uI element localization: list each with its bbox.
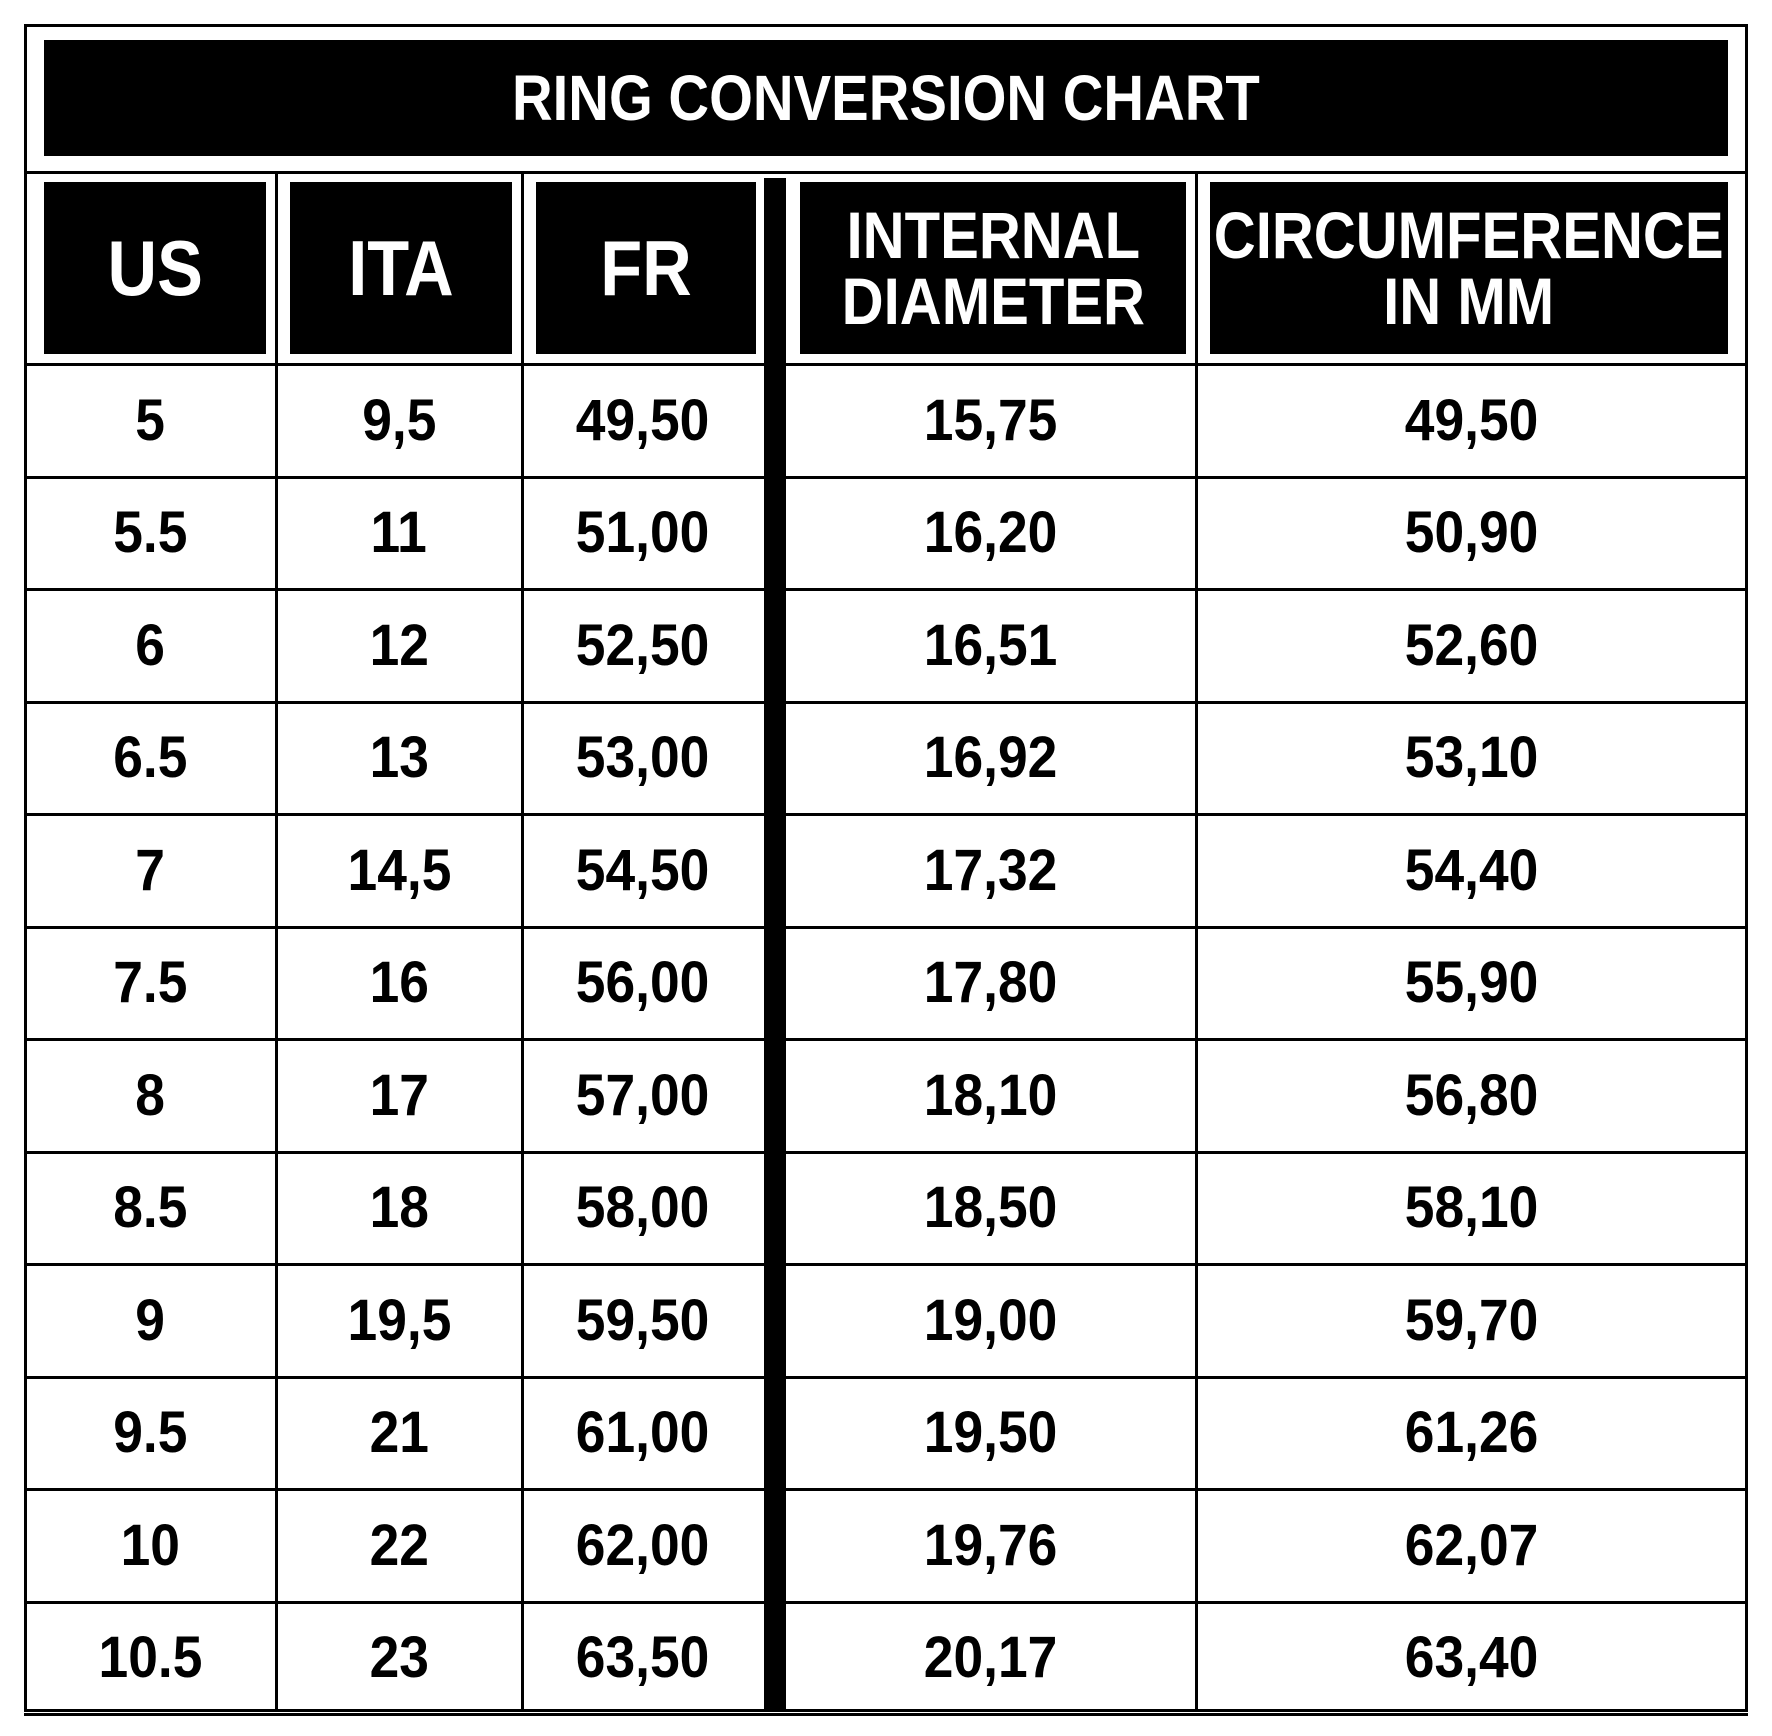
cell-value: 16,92 <box>924 725 1058 791</box>
table-cell <box>24 815 276 926</box>
column-header-2 <box>536 182 756 354</box>
table-cell <box>1196 365 1748 476</box>
table-cell <box>522 1378 764 1489</box>
table-cell <box>276 703 522 814</box>
table-cell <box>786 478 1196 589</box>
cell-value: 23 <box>369 1625 429 1691</box>
table-cell <box>24 928 276 1039</box>
table-cell <box>522 478 764 589</box>
table-cell <box>24 1040 276 1151</box>
cell-value: 54,50 <box>576 837 710 903</box>
table-cell <box>276 1265 522 1376</box>
cell-value: 18,50 <box>924 1175 1058 1241</box>
cell-value: 55,90 <box>1405 950 1539 1016</box>
table-cell <box>1196 1265 1748 1376</box>
cell-value: 19,50 <box>924 1400 1058 1466</box>
cell-value: 17,32 <box>924 837 1058 903</box>
row-divider <box>24 171 1748 174</box>
cell-value: 9,5 <box>361 387 437 453</box>
cell-value: 5.5 <box>112 500 188 566</box>
cell-value: 49,50 <box>1405 387 1539 453</box>
table-cell <box>786 1265 1196 1376</box>
table-cell <box>522 590 764 701</box>
table-cell <box>1196 703 1748 814</box>
cell-value: 62,00 <box>576 1512 710 1578</box>
table-cell <box>522 928 764 1039</box>
cell-value: 57,00 <box>576 1062 710 1128</box>
table-cell <box>786 1378 1196 1489</box>
table-cell <box>1196 1603 1748 1714</box>
cell-value: 17 <box>369 1062 429 1128</box>
table-cell <box>276 365 522 476</box>
cell-value: 49,50 <box>576 387 710 453</box>
cell-value: 53,10 <box>1405 725 1539 791</box>
cell-value: 7.5 <box>112 950 188 1016</box>
cell-value: 62,07 <box>1405 1512 1539 1578</box>
table-cell <box>522 365 764 476</box>
cell-value: 16,20 <box>924 500 1058 566</box>
table-cell <box>276 478 522 589</box>
row-divider <box>24 1713 1748 1716</box>
column-header-label: INTERNAL DIAMETER <box>841 198 1145 338</box>
cell-value: 22 <box>369 1512 429 1578</box>
table-cell <box>1196 590 1748 701</box>
column-header-1 <box>290 182 512 354</box>
table-cell <box>522 1040 764 1151</box>
cell-value: 54,40 <box>1405 837 1539 903</box>
chart-title: RING CONVERSION CHART <box>512 62 1260 134</box>
cell-value: 13 <box>369 725 429 791</box>
cell-value: 18 <box>369 1175 429 1241</box>
cell-value: 12 <box>369 612 429 678</box>
table-cell <box>24 1603 276 1714</box>
table-cell <box>1196 815 1748 926</box>
table-cell <box>276 1153 522 1264</box>
cell-value: 18,10 <box>924 1062 1058 1128</box>
cell-value: 20,17 <box>924 1625 1058 1691</box>
cell-value: 51,00 <box>576 500 710 566</box>
cell-value: 16 <box>369 950 429 1016</box>
cell-value: 8 <box>135 1062 165 1128</box>
table-cell <box>276 928 522 1039</box>
cell-value: 6.5 <box>112 725 188 791</box>
table-cell <box>522 1490 764 1601</box>
table-cell <box>786 365 1196 476</box>
table-cell <box>24 1153 276 1264</box>
cell-value: 59,70 <box>1405 1287 1539 1353</box>
table-cell <box>1196 478 1748 589</box>
table-cell <box>24 1490 276 1601</box>
cell-value: 19,5 <box>347 1287 451 1353</box>
cell-value: 10.5 <box>98 1625 202 1691</box>
cell-value: 63,50 <box>576 1625 710 1691</box>
table-cell <box>276 815 522 926</box>
table-cell <box>1196 1378 1748 1489</box>
table-cell <box>24 478 276 589</box>
cell-value: 7 <box>135 837 165 903</box>
table-cell <box>522 815 764 926</box>
table-cell <box>786 1040 1196 1151</box>
cell-value: 63,40 <box>1405 1625 1539 1691</box>
table-cell <box>24 703 276 814</box>
table-cell <box>786 1490 1196 1601</box>
cell-value: 9 <box>135 1287 165 1353</box>
column-header-0 <box>44 182 266 354</box>
cell-value: 19,76 <box>924 1512 1058 1578</box>
cell-value: 56,00 <box>576 950 710 1016</box>
cell-value: 16,51 <box>924 612 1058 678</box>
cell-value: 15,75 <box>924 387 1058 453</box>
column-header-label: US <box>107 224 203 312</box>
cell-value: 10 <box>120 1512 180 1578</box>
cell-value: 11 <box>370 500 428 566</box>
table-cell <box>276 1040 522 1151</box>
table-cell <box>24 590 276 701</box>
cell-value: 59,50 <box>576 1287 710 1353</box>
cell-value: 56,80 <box>1405 1062 1539 1128</box>
thick-column-divider <box>764 178 786 1712</box>
table-cell <box>1196 1040 1748 1151</box>
table-cell <box>24 1378 276 1489</box>
table-cell <box>276 1490 522 1601</box>
table-cell <box>276 590 522 701</box>
table-cell <box>276 1378 522 1489</box>
cell-value: 8.5 <box>112 1175 188 1241</box>
cell-value: 14,5 <box>347 837 451 903</box>
table-cell <box>522 1603 764 1714</box>
cell-value: 52,60 <box>1405 612 1539 678</box>
table-cell <box>786 1603 1196 1714</box>
column-header-3 <box>800 182 1186 354</box>
table-cell <box>786 590 1196 701</box>
table-cell <box>786 928 1196 1039</box>
table-cell <box>1196 1153 1748 1264</box>
table-cell <box>24 1265 276 1376</box>
table-cell <box>276 1603 522 1714</box>
table-cell <box>1196 1490 1748 1601</box>
cell-value: 58,00 <box>576 1175 710 1241</box>
chart-title-bar <box>44 40 1728 156</box>
cell-value: 61,00 <box>576 1400 710 1466</box>
cell-value: 5 <box>135 387 165 453</box>
table-cell <box>1196 928 1748 1039</box>
cell-value: 19,00 <box>924 1287 1058 1353</box>
table-cell <box>522 1153 764 1264</box>
cell-value: 58,10 <box>1405 1175 1539 1241</box>
table-cell <box>522 703 764 814</box>
column-header-label: ITA <box>348 224 454 312</box>
cell-value: 17,80 <box>924 950 1058 1016</box>
cell-value: 61,26 <box>1405 1400 1539 1466</box>
column-header-label: FR <box>600 224 692 312</box>
column-header-4 <box>1210 182 1728 354</box>
cell-value: 53,00 <box>576 725 710 791</box>
cell-value: 9.5 <box>112 1400 188 1466</box>
cell-value: 6 <box>135 612 165 678</box>
table-cell <box>786 703 1196 814</box>
cell-value: 50,90 <box>1405 500 1539 566</box>
column-header-label: CIRCUMFERENCE IN MM <box>1214 198 1724 338</box>
cell-value: 21 <box>369 1400 429 1466</box>
table-cell <box>24 365 276 476</box>
cell-value: 52,50 <box>576 612 710 678</box>
table-cell <box>786 815 1196 926</box>
table-cell <box>522 1265 764 1376</box>
table-cell <box>786 1153 1196 1264</box>
